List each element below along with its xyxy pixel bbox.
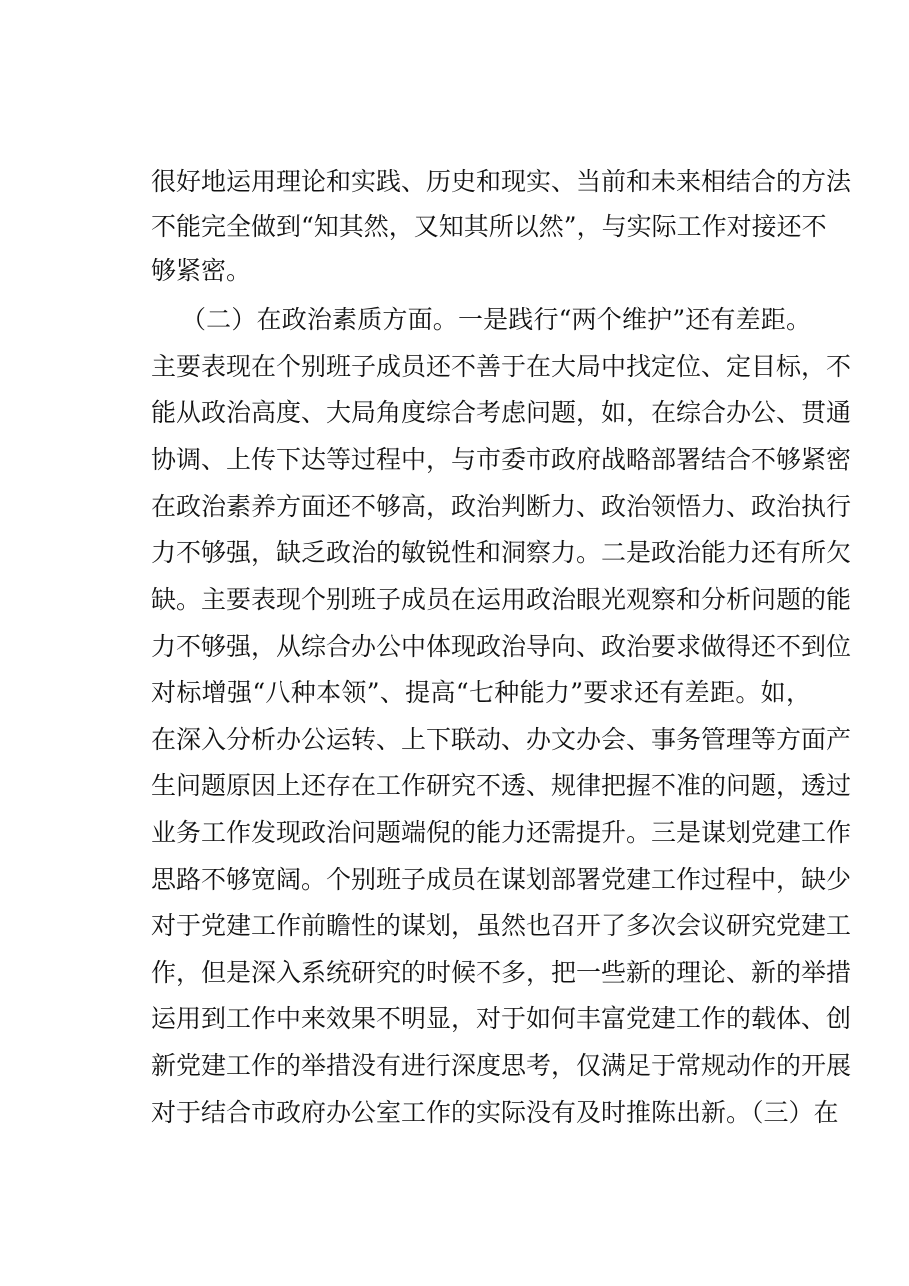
paragraph-line: 很好地运用理论和实践、历史和现实、当前和未来相结合的方法 (151, 167, 852, 196)
paragraph-line: 业务工作发现政治问题端倪的能力还需提升。三是谋划党建工作 (151, 818, 852, 847)
paragraph-line: 运用到工作中来效果不明显，对于如何丰富党建工作的载体、创 (151, 1004, 852, 1033)
paragraph-line: 思路不够宽阔。个别班子成员在谋划部署党建工作过程中，缺少 (151, 865, 852, 894)
paragraph-line: 力不够强，从综合办公中体现政治导向、政治要求做得还不到位 (151, 632, 852, 661)
paragraph-line: 对于党建工作前瞻性的谋划，虽然也召开了多次会议研究党建工 (151, 911, 852, 940)
paragraph-line: 协调、上传下达等过程中，与市委市政府战略部署结合不够紧密 (151, 445, 852, 474)
paragraph-line: 在政治素养方面还不够高，政治判断力、政治领悟力、政治执行 (151, 492, 852, 521)
paragraph-line: 新党建工作的举措没有进行深度思考，仅满足于常规动作的开展 (151, 1051, 852, 1080)
paragraph-line: （二）在政治素质方面。一是践行“两个维护”还有差距。 (181, 305, 811, 334)
paragraph-line: 对于结合市政府办公室工作的实际没有及时推陈出新。（三）在 (151, 1098, 839, 1127)
paragraph-line: 缺。主要表现个别班子成员在运用政治眼光观察和分析问题的能 (151, 585, 852, 614)
paragraph-line: 够紧密。 (151, 256, 252, 285)
paragraph-line: 在深入分析办公运转、上下联动、办文办会、事务管理等方面产 (151, 725, 852, 754)
paragraph-line: 作，但是深入系统研究的时候不多，把一些新的理论、新的举措 (151, 958, 852, 987)
paragraph-line: 主要表现在个别班子成员还不善于在大局中找定位、定目标，不 (151, 352, 852, 381)
paragraph-line: 能从政治高度、大局角度综合考虑问题，如，在综合办公、贯通 (151, 398, 852, 427)
paragraph-line: 对标增强“八种本领”、提高“七种能力”要求还有差距。如， (151, 678, 811, 707)
paragraph-line: 力不够强，缺乏政治的敏锐性和洞察力。二是政治能力还有所欠 (151, 538, 852, 567)
paragraph-line: 生问题原因上还存在工作研究不透、规律把握不准的问题，透过 (151, 771, 852, 800)
paragraph-line: 不能完全做到“知其然，又知其所以然”，与实际工作对接还不 (151, 212, 827, 241)
